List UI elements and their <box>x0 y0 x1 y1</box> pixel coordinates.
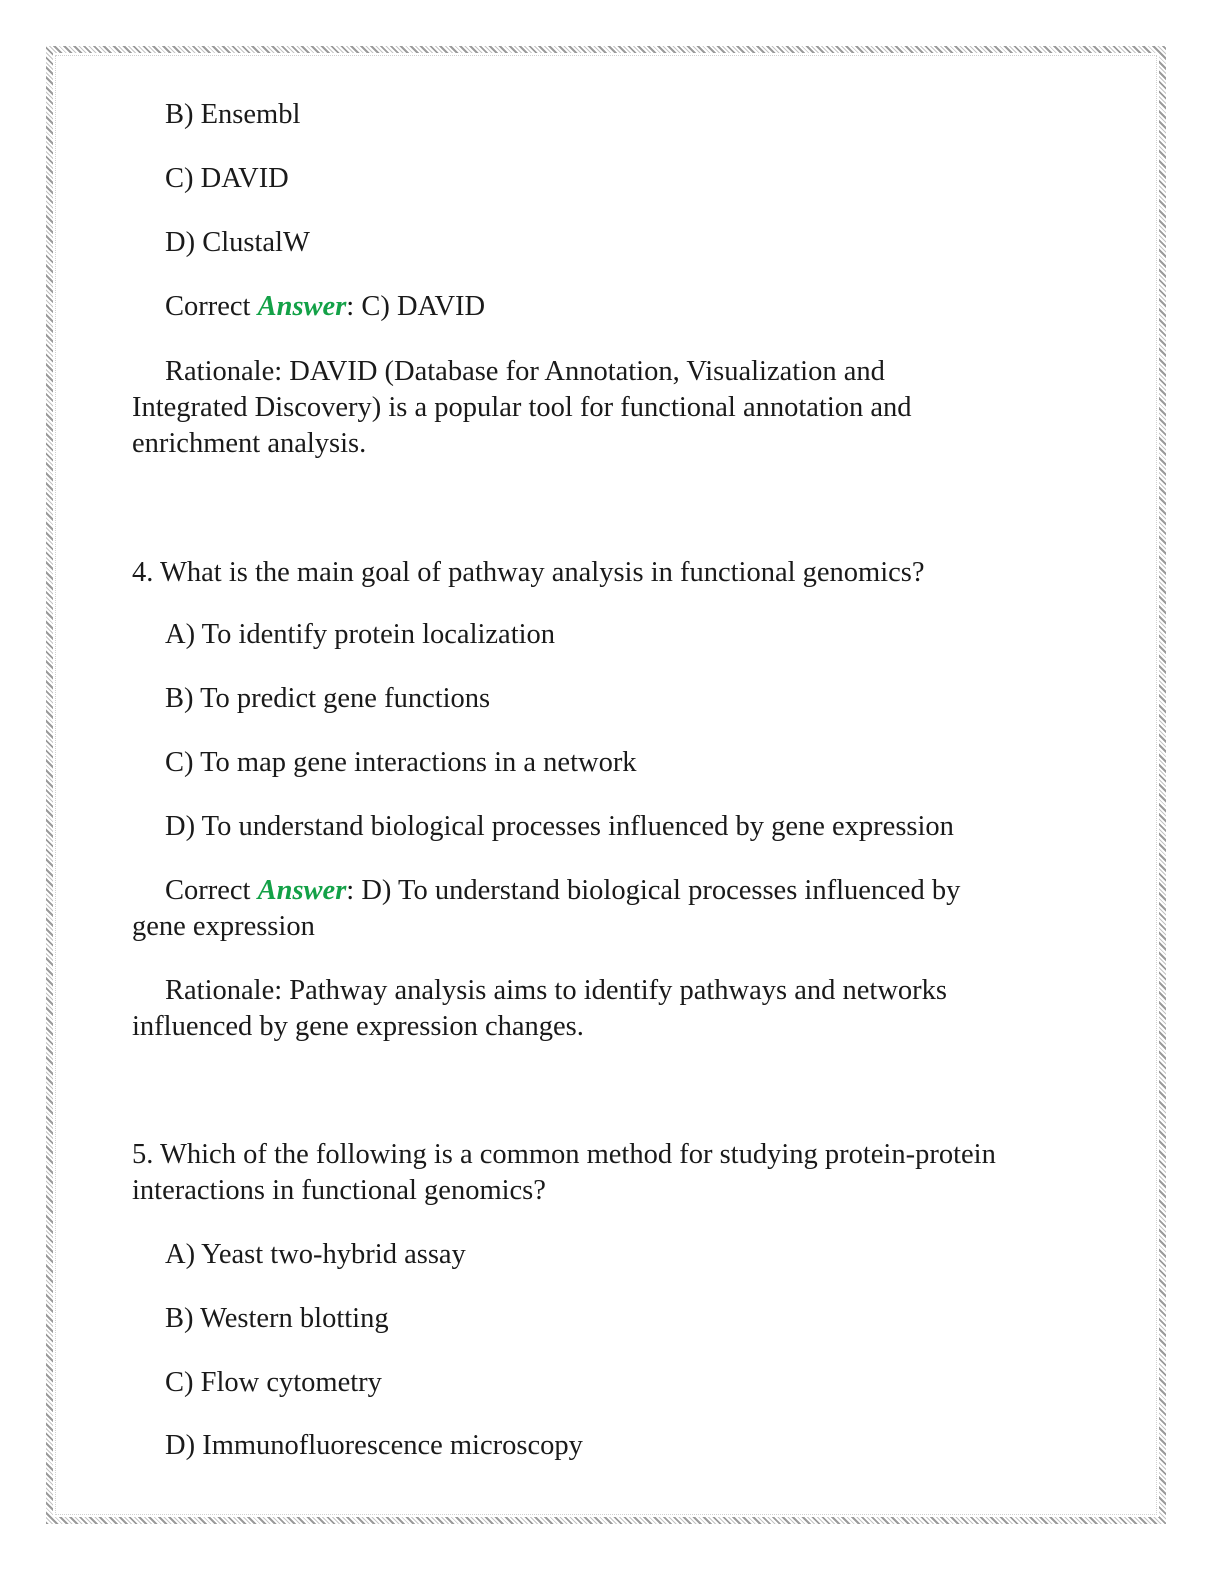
correct-label: Correct <box>165 291 251 322</box>
q5-option-c: C) Flow cytometry <box>165 1367 382 1398</box>
q5-option-d: D) Immunofluorescence microscopy <box>165 1430 583 1461</box>
q4-rationale-line-1: Rationale: Pathway analysis aims to identify pathways and networks <box>165 975 948 1006</box>
q4-option-d: D) To understand biological processes influenced by gene expression <box>165 811 954 842</box>
answer-word: Answer <box>257 875 347 906</box>
q5-question-line-1: 5. Which of the following is a common method for studying protein-protein <box>132 1139 996 1170</box>
q4-option-a: A) To identify protein localization <box>165 619 556 650</box>
answer-word: Answer <box>257 291 347 322</box>
q4-correct-answer-line-2: gene expression <box>132 911 315 942</box>
q4-rationale-line-2: influenced by gene expression changes. <box>132 1011 584 1042</box>
q4-option-b: B) To predict gene functions <box>165 683 491 714</box>
q5-option-a: A) Yeast two-hybrid assay <box>165 1239 466 1270</box>
q3-option-d: D) ClustalW <box>165 227 310 258</box>
q4-question: 4. What is the main goal of pathway analysis in functional genomics? <box>132 557 925 588</box>
correct-label: Correct <box>165 875 251 906</box>
correct-answer-text: : D) To understand biological processes influenced by <box>346 875 961 906</box>
q3-option-c: C) DAVID <box>165 163 289 194</box>
q3-rationale-line-3: enrichment analysis. <box>132 428 367 459</box>
q5-option-b: B) Western blotting <box>165 1303 389 1334</box>
correct-answer-text: : C) DAVID <box>346 291 486 322</box>
q5-question-line-2: interactions in functional genomics? <box>132 1175 546 1206</box>
q3-rationale-line-1: Rationale: DAVID (Database for Annotation, Visualization and <box>165 356 885 387</box>
q3-correct-answer <box>165 289 1125 325</box>
q3-rationale-line-2: Integrated Discovery) is a popular tool for functional annotation and <box>132 392 912 423</box>
q3-option-b: B) Ensembl <box>165 99 301 130</box>
q4-option-c: C) To map gene interactions in a network <box>165 747 637 778</box>
q4-correct-answer <box>165 873 1125 909</box>
